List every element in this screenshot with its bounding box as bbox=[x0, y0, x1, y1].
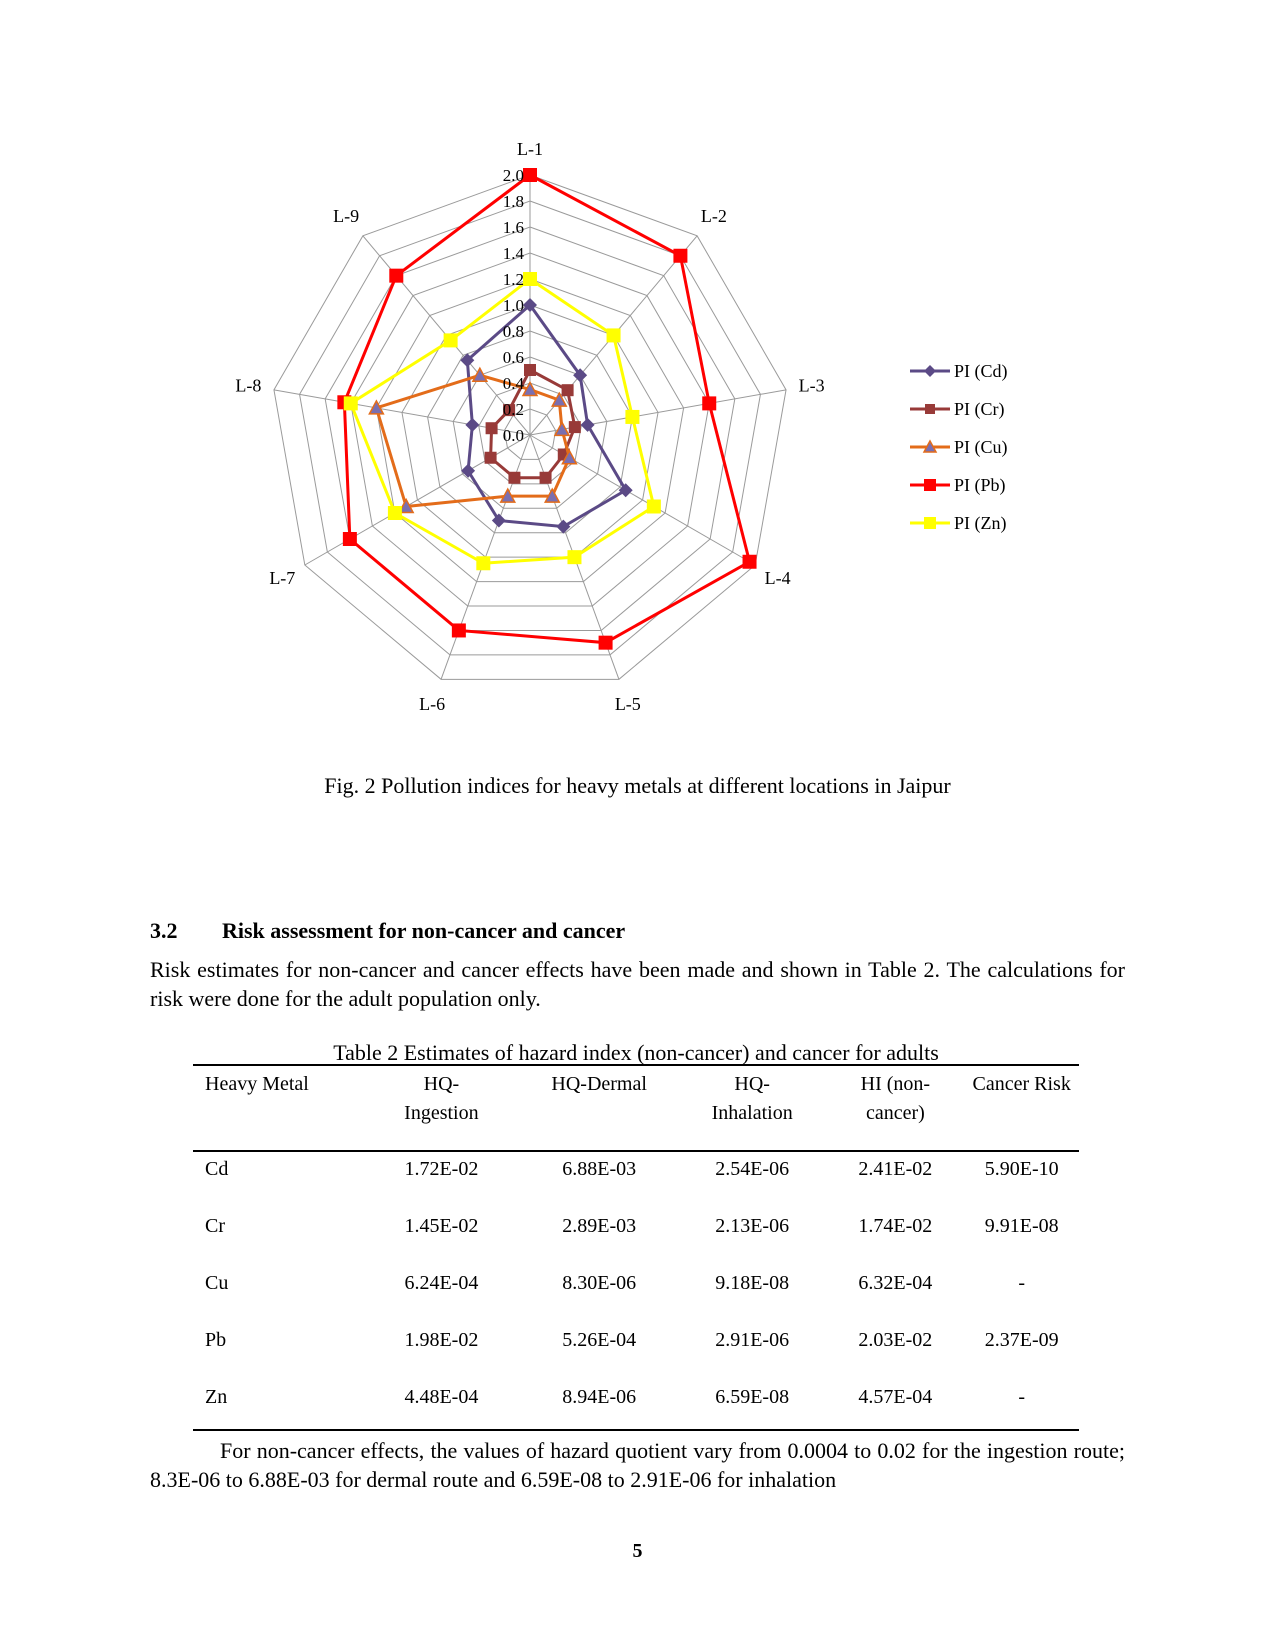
table-row bbox=[193, 1209, 1079, 1266]
data-point bbox=[485, 452, 497, 464]
table-cell: 1.72E-02 bbox=[404, 1158, 479, 1180]
data-point bbox=[492, 514, 506, 528]
header-line: cancer) bbox=[865, 1102, 925, 1124]
data-point bbox=[523, 168, 537, 182]
table-cell: 5.90E-10 bbox=[984, 1158, 1059, 1180]
axis-tick-label: 1.0 bbox=[502, 296, 524, 315]
data-point bbox=[465, 418, 479, 432]
table-caption: Table 2 Estimates of hazard index (non-cancer) and cancer for adults bbox=[333, 1040, 939, 1065]
table-cell: 2.41E-02 bbox=[858, 1158, 933, 1180]
axis-tick-label: 0.2 bbox=[502, 400, 524, 419]
radar-grid bbox=[274, 175, 786, 679]
figure-caption: Fig. 2 Pollution indices for heavy metals at different locations in Jaipur bbox=[324, 773, 951, 798]
axis-tick-label: 0.0 bbox=[502, 426, 524, 445]
data-point bbox=[523, 272, 537, 286]
table-cell: 6.88E-03 bbox=[562, 1158, 637, 1180]
data-point bbox=[556, 520, 570, 534]
category-label: L-3 bbox=[798, 375, 825, 396]
table-cell: 4.48E-04 bbox=[362, 1380, 520, 1430]
category-label: L-1 bbox=[517, 139, 543, 159]
header-line: Inhalation bbox=[711, 1102, 793, 1124]
table-header-cell bbox=[193, 1065, 362, 1151]
data-point bbox=[569, 421, 581, 433]
data-point bbox=[508, 472, 520, 484]
chart-legend bbox=[910, 361, 1008, 534]
table-cell: 1.45E-02 bbox=[404, 1215, 479, 1237]
table-cell: - bbox=[964, 1380, 1079, 1430]
legend-item bbox=[910, 475, 1006, 496]
page-number: 5 bbox=[632, 1540, 643, 1562]
category-label: L-6 bbox=[419, 693, 446, 714]
category-label: L-8 bbox=[235, 375, 262, 396]
data-point bbox=[599, 636, 613, 650]
data-point bbox=[647, 500, 661, 514]
data-point bbox=[444, 333, 458, 347]
legend-label: PI (Cr) bbox=[954, 399, 1005, 419]
table-cell: 6.24E-04 bbox=[404, 1272, 479, 1294]
table-cell: 2.37E-09 bbox=[984, 1329, 1059, 1351]
data-point bbox=[343, 532, 357, 546]
table-cell: 2.54E-06 bbox=[715, 1158, 790, 1180]
data-point bbox=[924, 517, 936, 529]
legend-label: PI (Cd) bbox=[954, 361, 1008, 381]
table-cell: - bbox=[1018, 1272, 1026, 1294]
data-point bbox=[702, 396, 716, 410]
table-header-cell bbox=[678, 1065, 826, 1151]
category-label: L-7 bbox=[269, 568, 296, 588]
risk-table bbox=[193, 1064, 1079, 1431]
table-cell: 5.26E-04 bbox=[562, 1329, 637, 1351]
table-cell: 4.57E-04 bbox=[826, 1380, 964, 1430]
table-header-cell bbox=[362, 1065, 520, 1151]
table-cell: 2.89E-03 bbox=[562, 1215, 637, 1237]
table-cell: 1.74E-02 bbox=[858, 1215, 933, 1237]
category-label: L-5 bbox=[614, 693, 641, 714]
table-cell: 9.18E-08 bbox=[715, 1272, 790, 1294]
table-header-cell bbox=[520, 1065, 678, 1151]
data-point bbox=[607, 328, 621, 342]
data-point bbox=[625, 410, 639, 424]
table-cell: 2.91E-06 bbox=[715, 1329, 790, 1351]
table-cell: Cu bbox=[205, 1272, 229, 1294]
legend-label: PI (Cu) bbox=[954, 437, 1008, 457]
axis-tick-label: 1.2 bbox=[502, 270, 524, 289]
data-point bbox=[486, 422, 498, 434]
table-cell: Cr bbox=[205, 1215, 225, 1237]
header-line: Heavy Metal bbox=[205, 1073, 309, 1095]
data-point bbox=[344, 396, 358, 410]
data-point bbox=[925, 404, 935, 414]
data-point bbox=[673, 249, 687, 263]
table-cell: 9.91E-08 bbox=[984, 1215, 1059, 1237]
section-paragraph: Risk estimates for non-cancer and cancer effects have been made and shown in Table 2. The calculations for risk were done for the adult population only. bbox=[150, 957, 1125, 1011]
legend-item bbox=[910, 513, 1007, 534]
body-paragraph: For non-cancer effects, the values of hazard quotient vary from 0.0004 to 0.02 for the ingestion route; 8.3E-06 to 6.88E-03 for dermal route and 6.59E-08 to 2.91E-06 for inhalation bbox=[150, 1438, 1125, 1492]
table-cell: Cd bbox=[205, 1158, 229, 1180]
table-cell: Zn bbox=[193, 1380, 362, 1430]
data-point bbox=[567, 550, 581, 564]
category-label: L-9 bbox=[333, 205, 360, 226]
header-line: HQ- bbox=[734, 1073, 770, 1095]
data-point bbox=[581, 418, 595, 432]
data-point bbox=[388, 506, 402, 520]
radar-chart bbox=[200, 135, 1100, 735]
section-heading bbox=[150, 918, 625, 944]
header-line: Ingestion bbox=[404, 1102, 479, 1124]
header-line: Cancer Risk bbox=[972, 1073, 1071, 1095]
table-cell: Pb bbox=[205, 1329, 227, 1351]
section-number: 3.2 bbox=[150, 918, 178, 943]
header-line: HQ- bbox=[423, 1073, 460, 1095]
axis-tick-label: 0.8 bbox=[502, 322, 524, 341]
axis-tick-label: 0.6 bbox=[502, 348, 524, 367]
series-2 bbox=[369, 368, 576, 512]
data-point bbox=[562, 384, 574, 396]
table-row bbox=[193, 1266, 1079, 1323]
category-label: L-4 bbox=[764, 568, 791, 588]
table-header-row bbox=[193, 1065, 1079, 1151]
legend-label: PI (Zn) bbox=[954, 513, 1007, 533]
data-point bbox=[476, 556, 490, 570]
axis-tick-label: 1.6 bbox=[502, 218, 524, 237]
category-label: L-2 bbox=[700, 205, 727, 226]
legend-item bbox=[910, 437, 1008, 458]
axis-tick-label: 2.0 bbox=[502, 166, 524, 185]
axis-tick-label: 1.4 bbox=[502, 244, 524, 263]
header-line: HI (non- bbox=[860, 1073, 931, 1095]
table-cell: 2.03E-02 bbox=[858, 1329, 933, 1351]
data-point bbox=[743, 555, 757, 569]
table-cell: 8.94E-06 bbox=[520, 1380, 678, 1430]
data-point bbox=[924, 365, 936, 377]
axis-tick-label: 0.4 bbox=[502, 374, 524, 393]
table-cell: 6.32E-04 bbox=[858, 1272, 933, 1294]
header-line: HQ-Dermal bbox=[551, 1073, 647, 1095]
table-cell: 2.13E-06 bbox=[715, 1215, 790, 1237]
data-point bbox=[389, 269, 403, 283]
data-point bbox=[540, 472, 552, 484]
table-header-cell bbox=[964, 1065, 1079, 1151]
data-point bbox=[461, 464, 475, 478]
table-row bbox=[193, 1380, 1079, 1430]
table-header-cell bbox=[826, 1065, 964, 1151]
data-point bbox=[452, 623, 466, 637]
axis-tick-label: 1.8 bbox=[502, 192, 524, 211]
section-title: Risk assessment for non-cancer and cancer bbox=[222, 918, 626, 943]
table-cell: 8.30E-06 bbox=[562, 1272, 637, 1294]
legend-item bbox=[910, 399, 1005, 420]
series-4 bbox=[344, 272, 661, 570]
data-point bbox=[524, 364, 536, 376]
data-point bbox=[924, 479, 936, 491]
table-row bbox=[193, 1151, 1079, 1209]
legend-label: PI (Pb) bbox=[954, 475, 1006, 495]
data-point bbox=[473, 368, 487, 381]
table-cell: 6.59E-08 bbox=[678, 1380, 826, 1430]
legend-item bbox=[910, 361, 1008, 382]
table-row bbox=[193, 1323, 1079, 1380]
table-cell: 1.98E-02 bbox=[404, 1329, 479, 1351]
